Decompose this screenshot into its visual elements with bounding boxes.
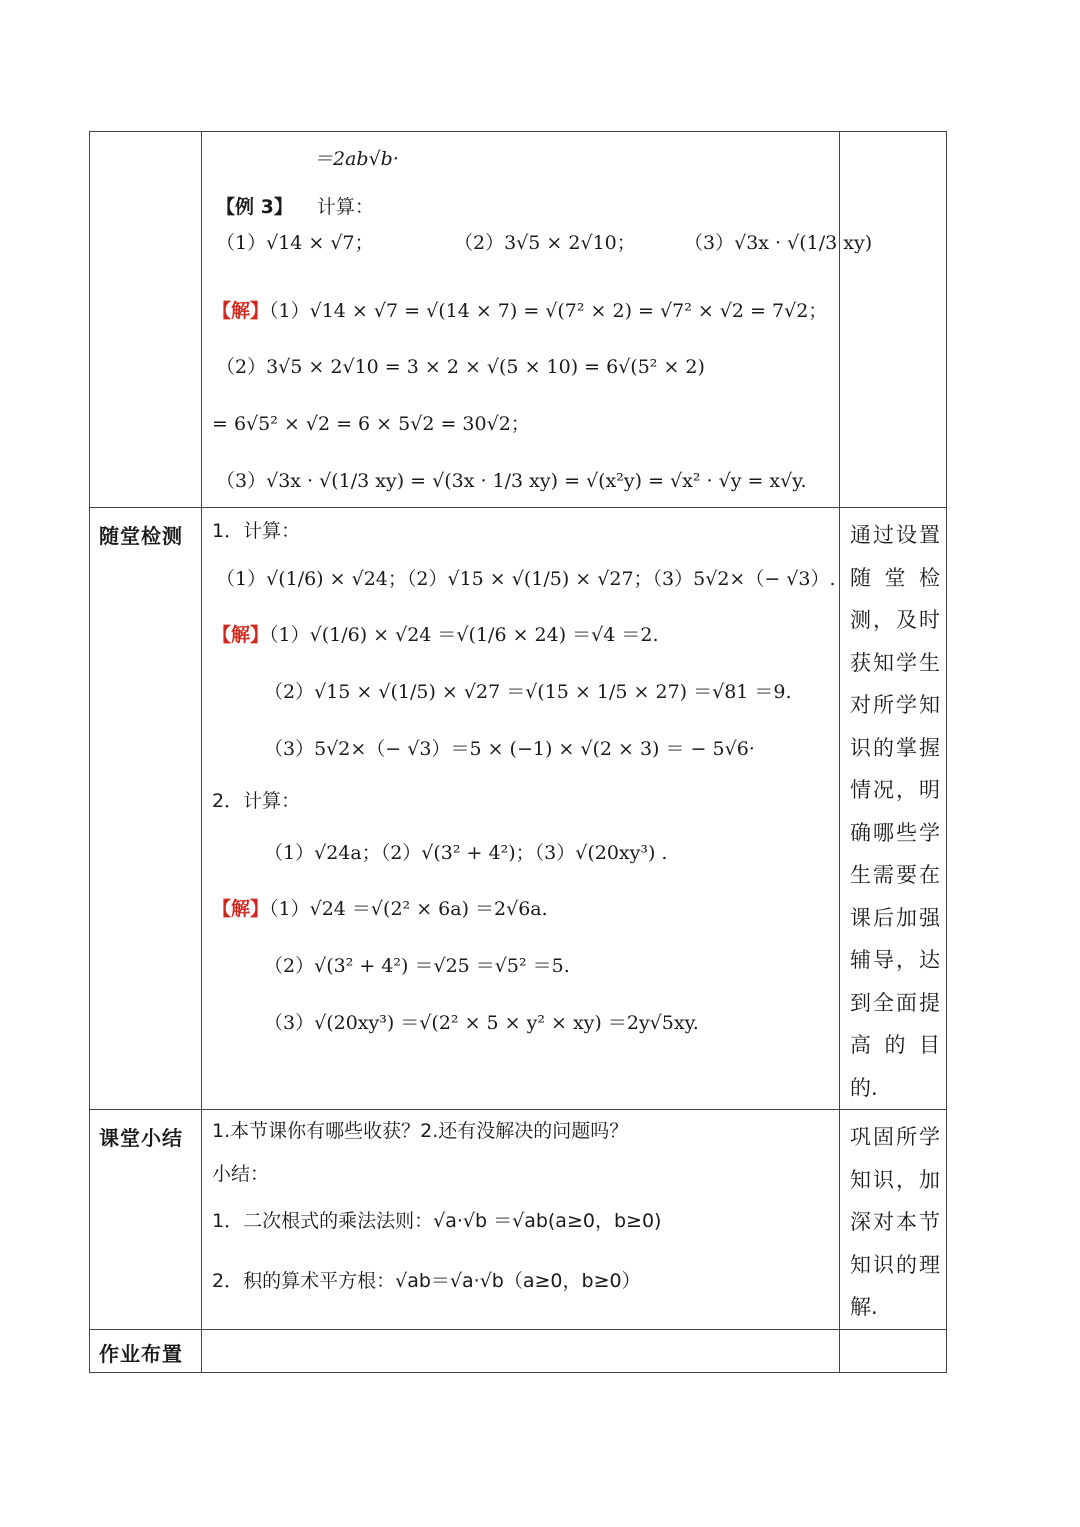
example-question-3: （3）√3x · √(1/3 xy) [684,232,873,254]
example-label-cell [90,132,202,508]
check-content-cell [202,508,840,1110]
lesson-table [89,131,947,1373]
check-problem-2-questions: （1）√24a；（2）√(3² + 4²)；（3）√(20xy³) . [264,842,668,864]
check-solution-1-text: （1）√(1/6) × √24 ＝√(1/6 × 24) ＝√4 ＝2. [269,624,659,646]
summary-line-3: 1．二次根式的乘法法则：√a·√b ＝√ab(a≥0，b≥0) [212,1210,662,1232]
check-solution-2: （2）√15 × √(1/5) × √27 ＝√(15 × 1/5 × 27) ＝√81 ＝9. [264,681,792,703]
solution-line-2a: （2）3√5 × 2√10 = 3 × 2 × √(5 × 10) = 6√(5² × 2) [216,356,705,378]
homework-note-cell [840,1329,947,1372]
check-solution-4-text: （1）√24 ＝√(2² × 6a) ＝2√6a. [269,898,548,920]
solution-line-1 [212,300,827,323]
summary-content-cell [202,1110,840,1330]
summary-line-1: 1.本节课你有哪些收获？2.还有没解决的问题吗？ [212,1120,629,1142]
check-solution-4 [212,898,548,921]
summary-line-4: 2．积的算术平方根：√ab＝√a·√b（a≥0，b≥0） [212,1270,641,1292]
check-label: 随堂检测 [90,508,202,1110]
homework-label: 作业布置 [90,1329,202,1372]
check-solution-3: （3）5√2×（− √3）＝5 × (−1) × √(2 × 3) ＝ − 5√6· [264,738,755,760]
example-row [90,132,947,508]
check-solution-1 [212,624,659,647]
check-problem-1-title: 1．计算： [212,520,301,542]
solution-line-3: （3）√3x · √(1/3 xy) = √(3x · 1/3 xy) = √(x²y) = √x² · √y = x√y. [216,470,807,492]
example-note-cell [840,132,947,508]
solution-line-2b: = 6√5² × √2 = 6 × 5√2 = 30√2； [212,413,530,435]
check-solution-6: （3）√(20xy³) ＝√(2² × 5 × y² × xy) ＝2y√5xy. [264,1012,699,1034]
example-question-2: （2）3√5 × 2√10； [454,232,636,254]
check-row [90,508,947,1110]
solution-tag: 【解】 [212,300,270,322]
example-question-1: （1）√14 × √7； [216,232,374,254]
summary-row [90,1110,947,1330]
check-note: 通过设置随堂检测，及时获知学生对所学知识的掌握情况，明确哪些学生需要在课后加强辅导，达到全面提高的目的. [840,508,947,1110]
summary-line-2: 小结： [212,1163,270,1185]
example-tag: 【例 3】 [216,196,293,218]
solution-1-text: （1）√14 × √7 = √(14 × 7) = √(7² × 2) = √7² × √2 = 7√2； [269,300,828,322]
check-solution-tag-2: 【解】 [212,898,270,920]
example-content-cell [202,132,873,508]
lesson-sheet [89,131,946,1373]
check-solution-tag: 【解】 [212,624,270,646]
summary-label: 课堂小结 [90,1110,202,1330]
check-problem-2-title: 2．计算： [212,790,301,812]
homework-content-cell [202,1329,840,1372]
example-text: 计算： [316,196,374,218]
homework-row [90,1329,947,1372]
check-problem-1-questions: （1）√(1/6) × √24；（2）√15 × √(1/5) × √27；（3）5√2×（− √3）. [216,568,836,590]
example-heading [216,196,374,219]
previous-result-line: ＝2ab√b· [314,148,399,170]
check-solution-5: （2）√(3² + 4²) ＝√25 ＝√5² ＝5. [264,955,570,977]
summary-note: 巩固所学知识，加深对本节知识的理解. [840,1110,947,1330]
